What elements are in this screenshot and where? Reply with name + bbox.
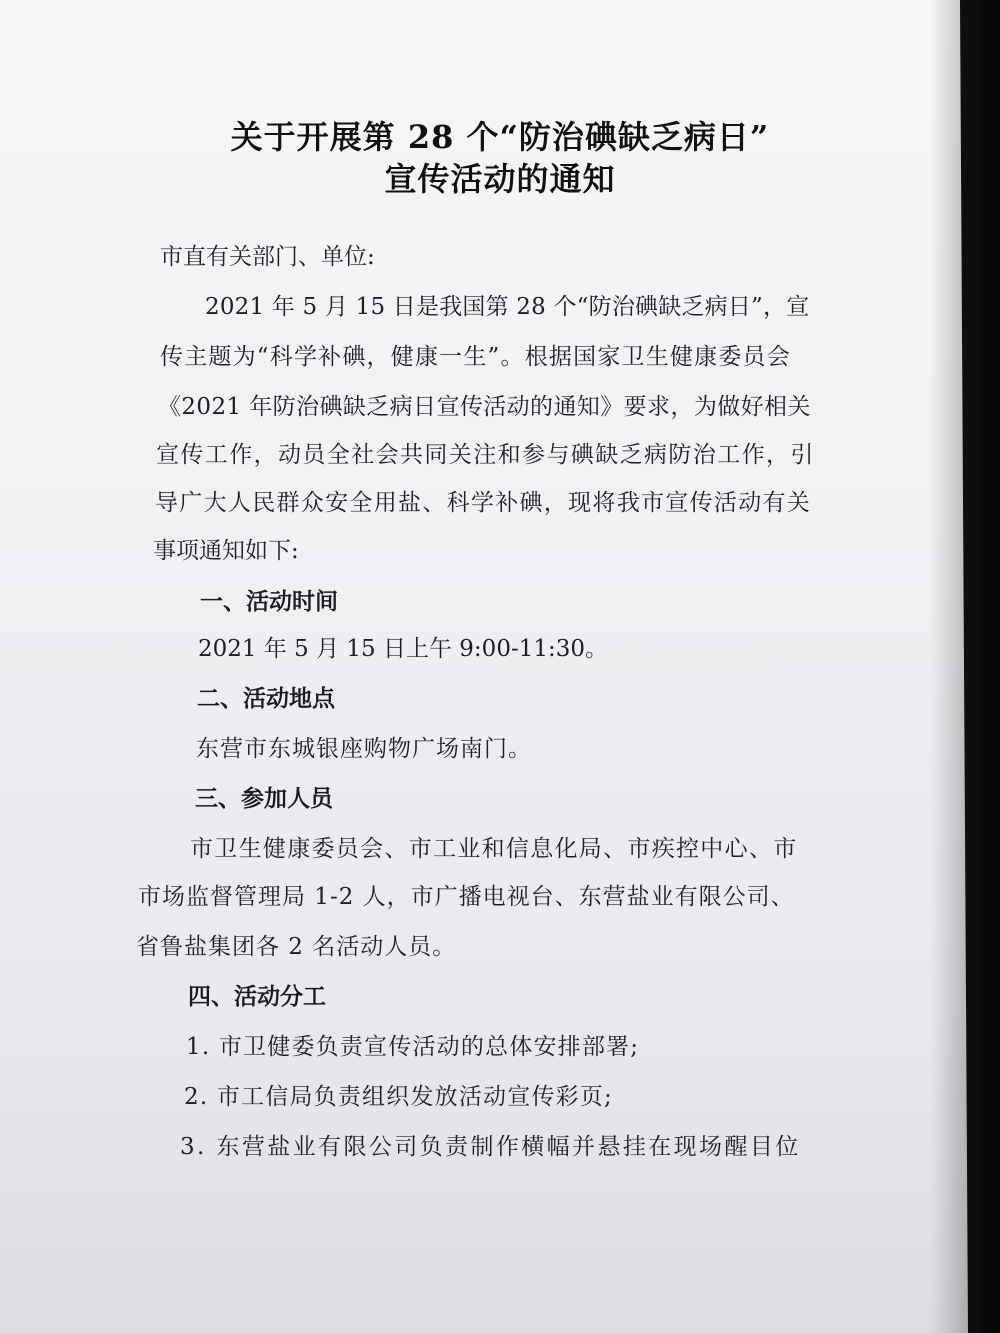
division-item: 2. 市工信局负责组织发放活动宣传彩页; (184, 1084, 614, 1110)
section-heading-time: 一、活动时间 (200, 589, 338, 615)
intro-line: 宣传工作，动员全社会共同关注和参与碘缺乏病防治工作，引 (156, 442, 815, 468)
section-heading-participants: 三、参加人员 (195, 786, 333, 812)
division-item: 1. 市卫健委负责宣传活动的总体安排部署; (186, 1034, 640, 1060)
section-heading-division: 四、活动分工 (188, 984, 326, 1010)
participants-line: 市卫生健康委员会、市工业和信息化局、市疾控中心、市 (190, 836, 798, 862)
intro-line: 导广大人民群众安全用盐、科学补碘，现将我市宣传活动有关 (155, 490, 812, 516)
intro-line: 2021 年 5 月 15 日是我国第 28 个“防治碘缺乏病日”，宣 (205, 294, 810, 320)
section-text-time: 2021 年 5 月 15 日上午 9:00-11:30。 (198, 636, 609, 662)
participants-line: 省鲁盐集团各 2 名活动人员。 (136, 934, 457, 960)
section-heading-location: 二、活动地点 (197, 686, 335, 712)
participants-line: 市场监督管理局 1-2 人，市广播电视台、东营盐业有限公司、 (138, 884, 795, 910)
document-title-line-2: 宣传活动的通知 (384, 160, 616, 198)
intro-line: 《2021 年防治碘缺乏病日宣传活动的通知》要求，为做好相关 (158, 394, 811, 420)
section-text-location: 东营市东城银座购物广场南门。 (196, 736, 532, 762)
intro-line: 事项通知如下: (153, 538, 299, 564)
intro-line: 传主题为“科学补碘，健康一生”。根据国家卫生健康委员会 (160, 344, 791, 370)
division-item: 3. 东营盐业有限公司负责制作横幅并悬挂在现场醒目位 (180, 1134, 801, 1160)
salutation: 市直有关部门、单位: (160, 244, 375, 270)
document-title-line-1: 关于开展第 28 个“防治碘缺乏病日” (230, 118, 770, 156)
